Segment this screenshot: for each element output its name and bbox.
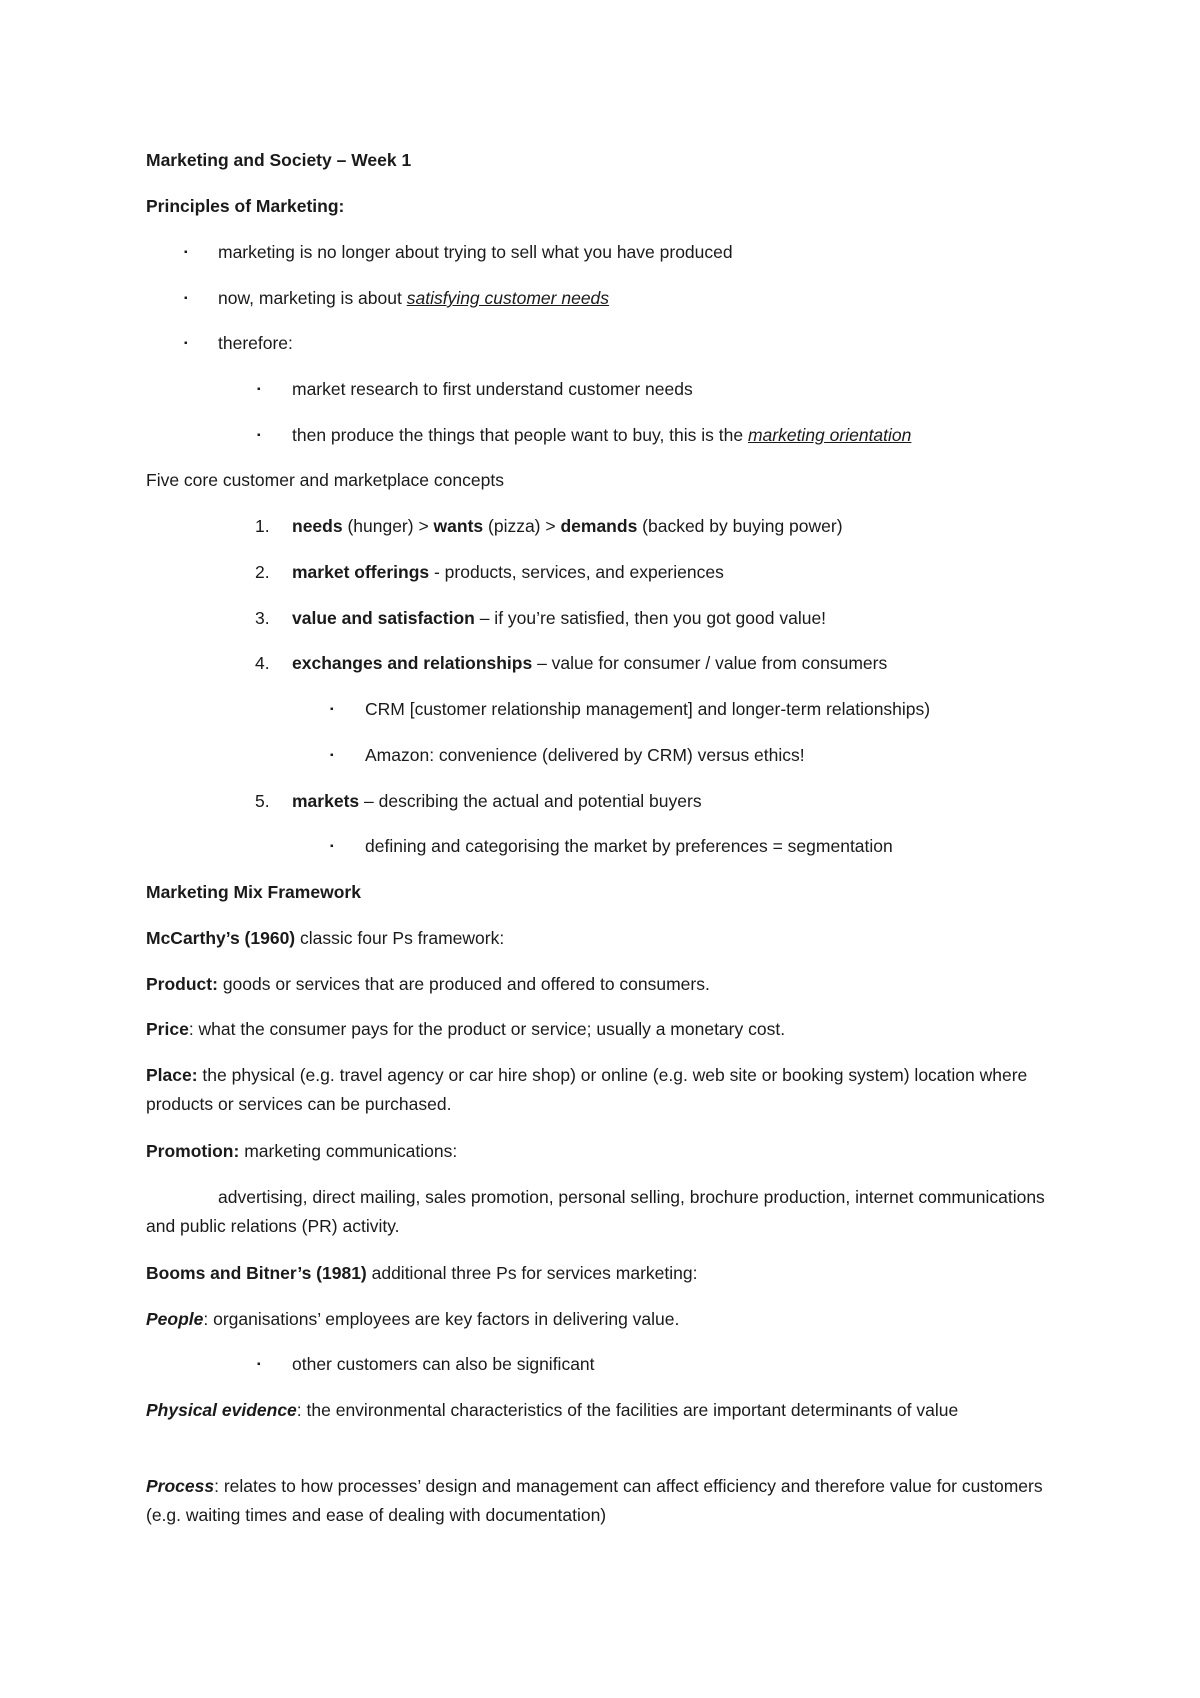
mccarthy-line: McCarthy’s (1960) classic four Ps framework: xyxy=(146,928,505,948)
bullet-icon: ▪ xyxy=(184,293,188,304)
concept-item-1: needs (hunger) > wants (pizza) > demands (backed by buying power) xyxy=(292,516,843,536)
bullet-icon: ▪ xyxy=(184,247,188,258)
principles-bullet-1: marketing is no longer about trying to sell what you have produced xyxy=(218,242,733,262)
bullet-icon: ▪ xyxy=(330,704,334,715)
bullet-icon: ▪ xyxy=(330,841,334,852)
process-line: Process: relates to how processes’ design and management can affect efficiency and therefore value for customers (e.g. waiting times and ease of dealing with documentation) xyxy=(146,1476,1043,1525)
concepts-heading: Five core customer and marketplace concepts xyxy=(146,470,504,490)
concept-item-5-sub-1: defining and categorising the market by preferences = segmentation xyxy=(365,836,893,856)
concept-item-5: markets – describing the actual and potential buyers xyxy=(292,791,702,811)
marketing-mix-heading: Marketing Mix Framework xyxy=(146,882,361,902)
bullet-icon: ▪ xyxy=(257,384,261,395)
people-sub-bullet: other customers can also be significant xyxy=(292,1354,595,1374)
principles-heading: Principles of Marketing: xyxy=(146,196,345,216)
list-number: 4. xyxy=(255,653,270,673)
place-line: Place: the physical (e.g. travel agency or car hire shop) or online (e.g. web site or booking system) location where products or services can be purchased. xyxy=(146,1065,1028,1114)
physical-evidence-line: Physical evidence: the environmental characteristics of the facilities are important determinants of value xyxy=(146,1400,959,1420)
bullet-icon: ▪ xyxy=(257,430,261,441)
price-line: Price: what the consumer pays for the product or service; usually a monetary cost. xyxy=(146,1019,786,1039)
promotion-line: Promotion: marketing communications: xyxy=(146,1141,458,1161)
page-title: Marketing and Society – Week 1 xyxy=(146,150,412,170)
bullet-icon: ▪ xyxy=(257,1359,261,1370)
concept-item-3: value and satisfaction – if you’re satisfied, then you got good value! xyxy=(292,608,827,628)
concept-item-2: market offerings - products, services, and experiences xyxy=(292,562,724,582)
bullet-icon: ▪ xyxy=(330,750,334,761)
principles-sub-bullet-1: market research to first understand customer needs xyxy=(292,379,693,399)
list-number: 2. xyxy=(255,562,270,582)
promotion-detail: advertising, direct mailing, sales promotion, personal selling, brochure production, internet communications and public relations (PR) activity. xyxy=(146,1187,1045,1236)
list-number: 3. xyxy=(255,608,270,628)
bullet-icon: ▪ xyxy=(184,338,188,349)
product-line: Product: goods or services that are produced and offered to consumers. xyxy=(146,974,710,994)
booms-bitner-line: Booms and Bitner’s (1981) additional three Ps for services marketing: xyxy=(146,1263,698,1283)
principles-bullet-2: now, marketing is about satisfying customer needs xyxy=(218,288,610,308)
concept-item-4: exchanges and relationships – value for consumer / value from consumers xyxy=(292,653,888,673)
list-number: 5. xyxy=(255,791,270,811)
concept-item-4-sub-2: Amazon: convenience (delivered by CRM) versus ethics! xyxy=(365,745,805,765)
list-number: 1. xyxy=(255,516,270,536)
people-line: People: organisations’ employees are key factors in delivering value. xyxy=(146,1309,680,1329)
principles-sub-bullet-2: then produce the things that people want to buy, this is the marketing orientation xyxy=(292,425,912,445)
marketing-orientation-emphasis: marketing orientation xyxy=(747,425,912,445)
concept-item-4-sub-1: CRM [customer relationship management] and longer-term relationships) xyxy=(365,699,931,719)
principles-bullet-3: therefore: xyxy=(218,333,293,353)
satisfying-customer-needs-emphasis: satisfying customer needs xyxy=(406,288,610,308)
